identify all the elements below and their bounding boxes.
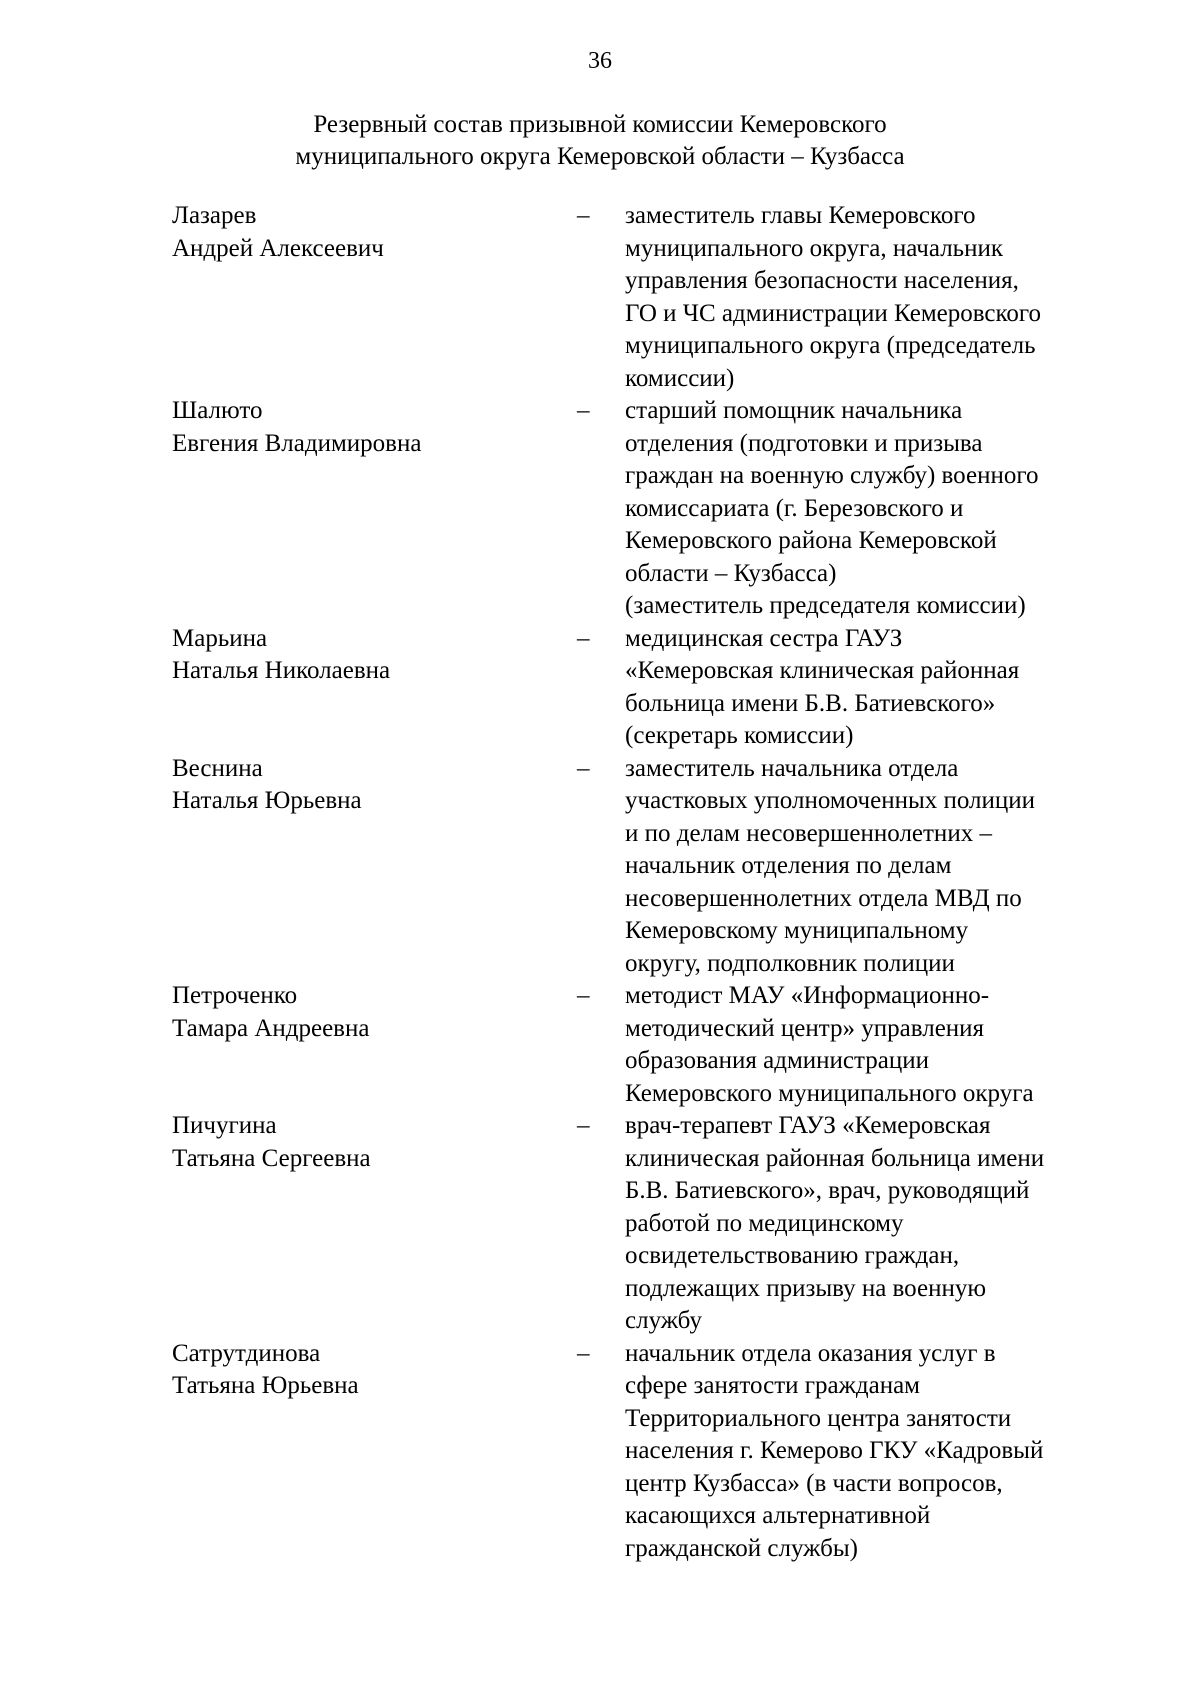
member-name bbox=[0, 200, 420, 395]
commission-member-row bbox=[0, 200, 1200, 395]
commission-member-row bbox=[0, 753, 1200, 981]
member-given-names: Тамара Андреевна bbox=[172, 1014, 370, 1042]
member-given-names: Евгения Владимировна bbox=[172, 429, 422, 457]
member-description-line: участковых уполномоченных полиции bbox=[625, 787, 1036, 814]
commission-member-row bbox=[0, 623, 1200, 753]
member-dash: – bbox=[577, 982, 590, 1009]
member-description-line: работой по медицинскому bbox=[625, 1209, 904, 1237]
member-position-description bbox=[625, 980, 1034, 1110]
member-description-line: гражданской службы) bbox=[625, 1534, 858, 1562]
member-description-line: Кемеровскому муниципальному bbox=[625, 917, 969, 944]
member-dash: – bbox=[577, 1339, 590, 1367]
member-dash: – bbox=[577, 624, 590, 652]
member-position-description bbox=[625, 623, 1019, 753]
member-description-line: граждан на военную службу) военного bbox=[625, 462, 1039, 489]
member-description-line: начальник отдела оказания услуг в bbox=[625, 1339, 996, 1367]
document-title-line-1: Резервный состав призывной комиссии Кемеровского bbox=[313, 111, 887, 138]
member-description-line: касающихся альтернативной bbox=[625, 1502, 931, 1529]
member-description-line: старший помощник начальника bbox=[625, 397, 963, 424]
member-description-line: управления безопасности населения, bbox=[625, 267, 1019, 294]
document-title-line-2: муниципального округа Кемеровской области – Кузбасса bbox=[295, 143, 905, 170]
member-description-line: несовершеннолетних отдела МВД по bbox=[625, 884, 1022, 912]
commission-member-row bbox=[0, 1110, 1200, 1338]
member-position-description bbox=[625, 200, 1041, 395]
member-description-line: (секретарь комиссии) bbox=[625, 722, 854, 749]
member-description-line: начальник отделения по делам bbox=[625, 852, 952, 879]
member-description-line: заместитель начальника отдела bbox=[625, 754, 959, 782]
member-description-line: центр Кузбасса» (в части вопросов, bbox=[625, 1469, 1003, 1497]
member-surname: Веснина bbox=[172, 754, 263, 782]
member-description-line: Территориального центра занятости bbox=[625, 1404, 1012, 1432]
member-dash: – bbox=[577, 202, 590, 229]
member-description-line: населения г. Кемерово ГКУ «Кадровый bbox=[625, 1437, 1044, 1464]
member-name bbox=[0, 1338, 420, 1566]
member-description-line: медицинская сестра ГАУЗ bbox=[625, 624, 903, 652]
member-surname: Петроченко bbox=[172, 982, 298, 1009]
member-name bbox=[0, 623, 420, 753]
member-description-line: больница имени Б.В. Батиевского» bbox=[625, 689, 996, 717]
member-description-line: образования администрации bbox=[625, 1047, 929, 1074]
commission-member-list bbox=[0, 200, 1200, 1565]
member-name bbox=[0, 753, 420, 981]
member-given-names: Наталья Юрьевна bbox=[172, 787, 362, 814]
member-description-line: отделения (подготовки и призыва bbox=[625, 429, 983, 457]
member-position-description bbox=[625, 1338, 1043, 1566]
member-description-line: комиссии) bbox=[625, 364, 735, 392]
member-surname: Сатрутдинова bbox=[172, 1339, 321, 1367]
member-description-line: подлежащих призыву на военную bbox=[625, 1274, 987, 1302]
member-description-line: области – Кузбасса) bbox=[625, 559, 837, 587]
member-description-line: врач-терапевт ГАУЗ «Кемеровская bbox=[625, 1112, 991, 1139]
member-given-names: Татьяна Сергеевна bbox=[172, 1144, 371, 1172]
member-description-line: освидетельствованию граждан, bbox=[625, 1242, 960, 1269]
member-description-line: (заместитель председателя комиссии) bbox=[625, 592, 1026, 619]
member-dash: – bbox=[577, 397, 590, 424]
member-given-names: Наталья Николаевна bbox=[172, 657, 391, 684]
member-description-line: комиссариата (г. Березовского и bbox=[625, 494, 964, 522]
member-description-line: округу, подполковник полиции bbox=[625, 949, 955, 977]
member-name bbox=[0, 980, 420, 1110]
member-description-line: ГО и ЧС администрации Кемеровского bbox=[625, 299, 1042, 327]
member-description-line: Кемеровского района Кемеровской bbox=[625, 527, 997, 554]
member-description-line: заместитель главы Кемеровского bbox=[625, 202, 976, 229]
member-dash: – bbox=[577, 1112, 590, 1139]
member-description-line: клиническая районная больница имени bbox=[625, 1144, 1045, 1172]
member-given-names: Андрей Алексеевич bbox=[172, 234, 384, 262]
member-description-line: муниципального округа, начальник bbox=[625, 234, 1003, 262]
commission-member-row bbox=[0, 395, 1200, 623]
member-description-line: «Кемеровская клиническая районная bbox=[625, 657, 1020, 684]
member-position-description bbox=[625, 395, 1038, 623]
member-name bbox=[0, 1110, 420, 1338]
member-position-description bbox=[625, 1110, 1044, 1338]
page-number: 36 bbox=[588, 48, 612, 74]
member-surname: Марьина bbox=[172, 624, 268, 652]
commission-member-row bbox=[0, 980, 1200, 1110]
member-description-line: Б.В. Батиевского», врач, руководящий bbox=[625, 1177, 1030, 1204]
member-dash: – bbox=[577, 754, 590, 782]
document-title bbox=[0, 109, 1200, 173]
member-description-line: методист МАУ «Информационно- bbox=[625, 982, 990, 1009]
member-description-line: и по делам несовершеннолетних – bbox=[625, 819, 992, 847]
member-description-line: методический центр» управления bbox=[625, 1014, 985, 1042]
member-surname: Шалюто bbox=[172, 397, 263, 424]
member-description-line: муниципального округа (председатель bbox=[625, 332, 1036, 359]
member-description-line: Кемеровского муниципального округа bbox=[625, 1079, 1034, 1107]
member-given-names: Татьяна Юрьевна bbox=[172, 1372, 359, 1399]
member-description-line: сфере занятости гражданам bbox=[625, 1372, 920, 1399]
member-description-line: службу bbox=[625, 1307, 702, 1334]
member-surname: Пичугина bbox=[172, 1112, 277, 1139]
member-name bbox=[0, 395, 420, 623]
commission-member-row bbox=[0, 1338, 1200, 1566]
member-surname: Лазарев bbox=[172, 202, 257, 229]
member-position-description bbox=[625, 753, 1035, 981]
